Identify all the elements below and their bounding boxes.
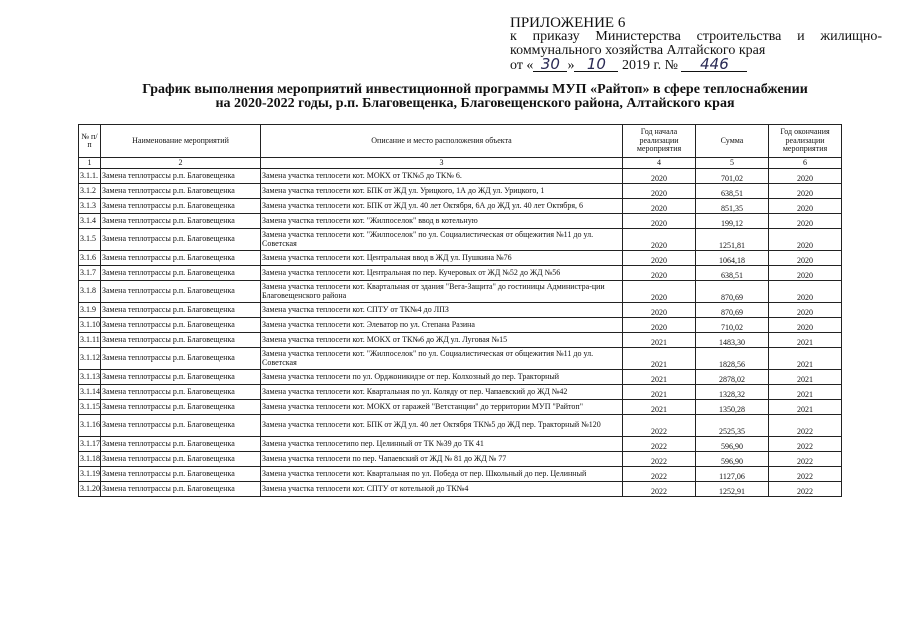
row-end-year: 2020 xyxy=(769,281,842,303)
row-start-year: 2021 xyxy=(623,385,696,400)
row-end-year: 2020 xyxy=(769,251,842,266)
row-start-year: 2020 xyxy=(623,229,696,251)
header-end-year: Год окончания реализации мероприятия xyxy=(769,125,842,158)
row-number: 3.1.18 xyxy=(79,452,101,467)
row-end-year: 2021 xyxy=(769,348,842,370)
row-description: Замена участка теплосети кот. Центральная ввод в ЖД ул. Пушкина №76 xyxy=(261,251,623,266)
row-end-year: 2021 xyxy=(769,385,842,400)
row-sum: 1828,56 xyxy=(696,348,769,370)
row-description: Замена участка теплосети по пер. Чапаевский от ЖД № 81 до ЖД № 77 xyxy=(261,452,623,467)
row-name: Замена теплотрассы р.п. Благовещенка xyxy=(101,437,261,452)
row-end-year: 2020 xyxy=(769,318,842,333)
row-number: 3.1.13 xyxy=(79,370,101,385)
table-row xyxy=(79,333,842,348)
row-number: 3.1.4 xyxy=(79,214,101,229)
row-start-year: 2021 xyxy=(623,333,696,348)
row-start-year: 2022 xyxy=(623,467,696,482)
row-name: Замена теплотрассы р.п. Благовещенка xyxy=(101,348,261,370)
header-name: Наименование мероприятий xyxy=(101,125,261,158)
table-row xyxy=(79,467,842,482)
row-description: Замена участка теплосети кот. МОКХ от ТК№5 до ТК№ 6. xyxy=(261,169,623,184)
row-description: Замена участка теплосети кот. Квартальная по ул. Победа от пер. Школьный до пер. Целинный xyxy=(261,467,623,482)
row-end-year: 2020 xyxy=(769,229,842,251)
row-name: Замена теплотрассы р.п. Благовещенка xyxy=(101,281,261,303)
row-description: Замена участка теплосети кот. МОКХ от ТК№6 до ЖД ул. Луговая №15 xyxy=(261,333,623,348)
header-sum: Сумма xyxy=(696,125,769,158)
row-end-year: 2020 xyxy=(769,184,842,199)
row-number: 3.1.5 xyxy=(79,229,101,251)
row-sum: 638,51 xyxy=(696,184,769,199)
date-prefix: от « xyxy=(510,58,534,73)
row-start-year: 2022 xyxy=(623,437,696,452)
column-number: 6 xyxy=(769,158,842,169)
row-name: Замена теплотрассы р.п. Благовещенка xyxy=(101,266,261,281)
row-number: 3.1.3 xyxy=(79,199,101,214)
row-name: Замена теплотрассы р.п. Благовещенка xyxy=(101,452,261,467)
heading-line-2: на 2020-2022 годы, р.п. Благовещенка, Благовещенского района, Алтайского края xyxy=(215,96,735,111)
table-row xyxy=(79,169,842,184)
row-start-year: 2021 xyxy=(623,348,696,370)
row-end-year: 2021 xyxy=(769,333,842,348)
schedule-table xyxy=(78,124,842,497)
row-description: Замена участка теплосетипо пер. Целинный от ТК №39 до ТК 41 xyxy=(261,437,623,452)
row-description: Замена участка теплосети по ул. Орджоникидзе от пер. Колхозный до пер. Тракторный xyxy=(261,370,623,385)
row-number: 3.1.8 xyxy=(79,281,101,303)
row-number: 3.1.11 xyxy=(79,333,101,348)
row-start-year: 2020 xyxy=(623,184,696,199)
row-name: Замена теплотрассы р.п. Благовещенка xyxy=(101,400,261,415)
column-number: 2 xyxy=(101,158,261,169)
row-start-year: 2020 xyxy=(623,266,696,281)
appendix-line-2: коммунального хозяйства Алтайского края xyxy=(510,43,766,58)
table-row xyxy=(79,184,842,199)
appendix-date-line xyxy=(510,55,882,73)
row-start-year: 2021 xyxy=(623,370,696,385)
table-row xyxy=(79,266,842,281)
row-start-year: 2022 xyxy=(623,452,696,467)
row-number: 3.1.2 xyxy=(79,184,101,199)
row-sum: 851,35 xyxy=(696,199,769,214)
row-start-year: 2022 xyxy=(623,482,696,497)
row-description: Замена участка теплосети кот. СПТУ от ТК№4 до ЛПЗ xyxy=(261,303,623,318)
appendix-title: ПРИЛОЖЕНИЕ 6 xyxy=(510,15,626,31)
row-name: Замена теплотрассы р.п. Благовещенка xyxy=(101,251,261,266)
row-sum: 710,02 xyxy=(696,318,769,333)
row-start-year: 2020 xyxy=(623,281,696,303)
row-description: Замена участка теплосети кот. СПТУ от котельной до ТК№4 xyxy=(261,482,623,497)
row-description: Замена участка теплосети кот. БПК от ЖД ул. 40 лет Октября, 6А до ЖД ул. 40 лет Октября, 6 xyxy=(261,199,623,214)
row-start-year: 2020 xyxy=(623,199,696,214)
row-description: Замена участка теплосети кот. Центральная по пер. Кучеровых от ЖД №52 до ЖД №56 xyxy=(261,266,623,281)
row-description: Замена участка теплосети кот. БПК от ЖД ул. Урицкого, 1А до ЖД ул. Урицкого, 1 xyxy=(261,184,623,199)
row-description: Замена участка теплосети кот. "Жилпоселок" ввод в котельную xyxy=(261,214,623,229)
table-body xyxy=(79,169,842,497)
row-sum: 596,90 xyxy=(696,437,769,452)
column-number: 4 xyxy=(623,158,696,169)
row-name: Замена теплотрассы р.п. Благовещенка xyxy=(101,199,261,214)
row-sum: 638,51 xyxy=(696,266,769,281)
row-end-year: 2020 xyxy=(769,303,842,318)
order-number: 446 xyxy=(681,58,747,72)
table-row xyxy=(79,281,842,303)
row-end-year: 2020 xyxy=(769,199,842,214)
row-name: Замена теплотрассы р.п. Благовещенка xyxy=(101,333,261,348)
row-end-year: 2021 xyxy=(769,400,842,415)
header-start-year: Год начала реализации мероприятия xyxy=(623,125,696,158)
row-name: Замена теплотрассы р.п. Благовещенка xyxy=(101,482,261,497)
row-sum: 1350,28 xyxy=(696,400,769,415)
table-header-row xyxy=(79,125,842,158)
row-sum: 2525,35 xyxy=(696,415,769,437)
row-number: 3.1.6 xyxy=(79,251,101,266)
row-end-year: 2022 xyxy=(769,415,842,437)
row-end-year: 2021 xyxy=(769,370,842,385)
row-name: Замена теплотрассы р.п. Благовещенка xyxy=(101,370,261,385)
table-row xyxy=(79,482,842,497)
table-row xyxy=(79,415,842,437)
row-sum: 1252,91 xyxy=(696,482,769,497)
header-num: № п/п xyxy=(79,125,101,158)
row-sum: 870,69 xyxy=(696,303,769,318)
row-sum: 870,69 xyxy=(696,281,769,303)
row-number: 3.1.19 xyxy=(79,467,101,482)
date-month-sep: » xyxy=(567,58,575,73)
row-end-year: 2022 xyxy=(769,482,842,497)
row-name: Замена теплотрассы р.п. Благовещенка xyxy=(101,467,261,482)
row-description: Замена участка теплосети кот. "Жилпоселок" по ул. Социалистическая от общежития №11 до ул. Советская xyxy=(261,348,623,370)
row-sum: 1483,30 xyxy=(696,333,769,348)
appendix-line-1: к приказу Министерства строительства и жилищно- xyxy=(510,29,882,44)
row-end-year: 2020 xyxy=(769,169,842,184)
row-sum: 1127,06 xyxy=(696,467,769,482)
row-name: Замена теплотрассы р.п. Благовещенка xyxy=(101,169,261,184)
row-sum: 701,02 xyxy=(696,169,769,184)
row-description: Замена участка теплосети кот. Квартальная по ул. Коляду от пер. Чапаевский до ЖД №42 xyxy=(261,385,623,400)
row-number: 3.1.15 xyxy=(79,400,101,415)
row-description: Замена участка теплосети кот. МОКХ от гаражей "Ветстанции" до территории МУП "Райтоп" xyxy=(261,400,623,415)
row-start-year: 2020 xyxy=(623,251,696,266)
table-row xyxy=(79,214,842,229)
row-sum: 1064,18 xyxy=(696,251,769,266)
row-number: 3.1.9 xyxy=(79,303,101,318)
table-row xyxy=(79,199,842,214)
table-row xyxy=(79,385,842,400)
row-number: 3.1.20 xyxy=(79,482,101,497)
row-name: Замена теплотрассы р.п. Благовещенка xyxy=(101,184,261,199)
row-name: Замена теплотрассы р.п. Благовещенка xyxy=(101,229,261,251)
row-description: Замена участка теплосети кот. Квартальная от здания "Вега-Защита" до гостиницы Администра-ции Благовещенского района xyxy=(261,281,623,303)
row-name: Замена теплотрассы р.п. Благовещенка xyxy=(101,303,261,318)
row-number: 3.1.1. xyxy=(79,169,101,184)
row-number: 3.1.7 xyxy=(79,266,101,281)
row-start-year: 2021 xyxy=(623,400,696,415)
row-start-year: 2022 xyxy=(623,415,696,437)
table-row xyxy=(79,251,842,266)
row-start-year: 2020 xyxy=(623,214,696,229)
appendix-block xyxy=(510,16,882,73)
date-month: 10 xyxy=(574,58,618,72)
row-end-year: 2020 xyxy=(769,266,842,281)
column-number: 3 xyxy=(261,158,623,169)
row-number: 3.1.16 xyxy=(79,415,101,437)
date-year: 2019 г. № xyxy=(621,58,678,73)
row-sum: 2878,02 xyxy=(696,370,769,385)
row-name: Замена теплотрассы р.п. Благовещенка xyxy=(101,318,261,333)
row-sum: 596,90 xyxy=(696,452,769,467)
row-number: 3.1.12 xyxy=(79,348,101,370)
column-number: 1 xyxy=(79,158,101,169)
row-description: Замена участка теплосети кот. БПК от ЖД ул. 40 лет Октября ТК№5 до ЖД пер. Тракторный №120 xyxy=(261,415,623,437)
row-end-year: 2020 xyxy=(769,214,842,229)
row-name: Замена теплотрассы р.п. Благовещенка xyxy=(101,415,261,437)
row-end-year: 2022 xyxy=(769,467,842,482)
table-row xyxy=(79,370,842,385)
row-sum: 199,12 xyxy=(696,214,769,229)
row-sum: 1251,81 xyxy=(696,229,769,251)
column-number-row xyxy=(79,158,842,169)
row-number: 3.1.17 xyxy=(79,437,101,452)
column-number: 5 xyxy=(696,158,769,169)
table-row xyxy=(79,348,842,370)
table-row xyxy=(79,400,842,415)
table-row xyxy=(79,229,842,251)
document-heading xyxy=(60,83,890,111)
row-description: Замена участка теплосети кот. "Жилпоселок" по ул. Социалистическая от общежития №11 до ул. Советская xyxy=(261,229,623,251)
table-row xyxy=(79,303,842,318)
row-start-year: 2020 xyxy=(623,318,696,333)
row-description: Замена участка теплосети кот. Элеватор по ул. Степана Разина xyxy=(261,318,623,333)
row-name: Замена теплотрассы р.п. Благовещенка xyxy=(101,214,261,229)
row-start-year: 2020 xyxy=(623,303,696,318)
table-row xyxy=(79,437,842,452)
heading-line-1: График выполнения мероприятий инвестиционной программы МУП «Райтоп» в сфере теплоснабжении xyxy=(142,82,808,97)
table-row xyxy=(79,452,842,467)
row-start-year: 2020 xyxy=(623,169,696,184)
row-sum: 1328,32 xyxy=(696,385,769,400)
table-row xyxy=(79,318,842,333)
row-end-year: 2022 xyxy=(769,452,842,467)
date-day: 30 xyxy=(533,58,567,72)
header-description: Описание и место расположения объекта xyxy=(261,125,623,158)
row-number: 3.1.10 xyxy=(79,318,101,333)
row-number: 3.1.14 xyxy=(79,385,101,400)
row-end-year: 2022 xyxy=(769,437,842,452)
row-name: Замена теплотрассы р.п. Благовещенка xyxy=(101,385,261,400)
